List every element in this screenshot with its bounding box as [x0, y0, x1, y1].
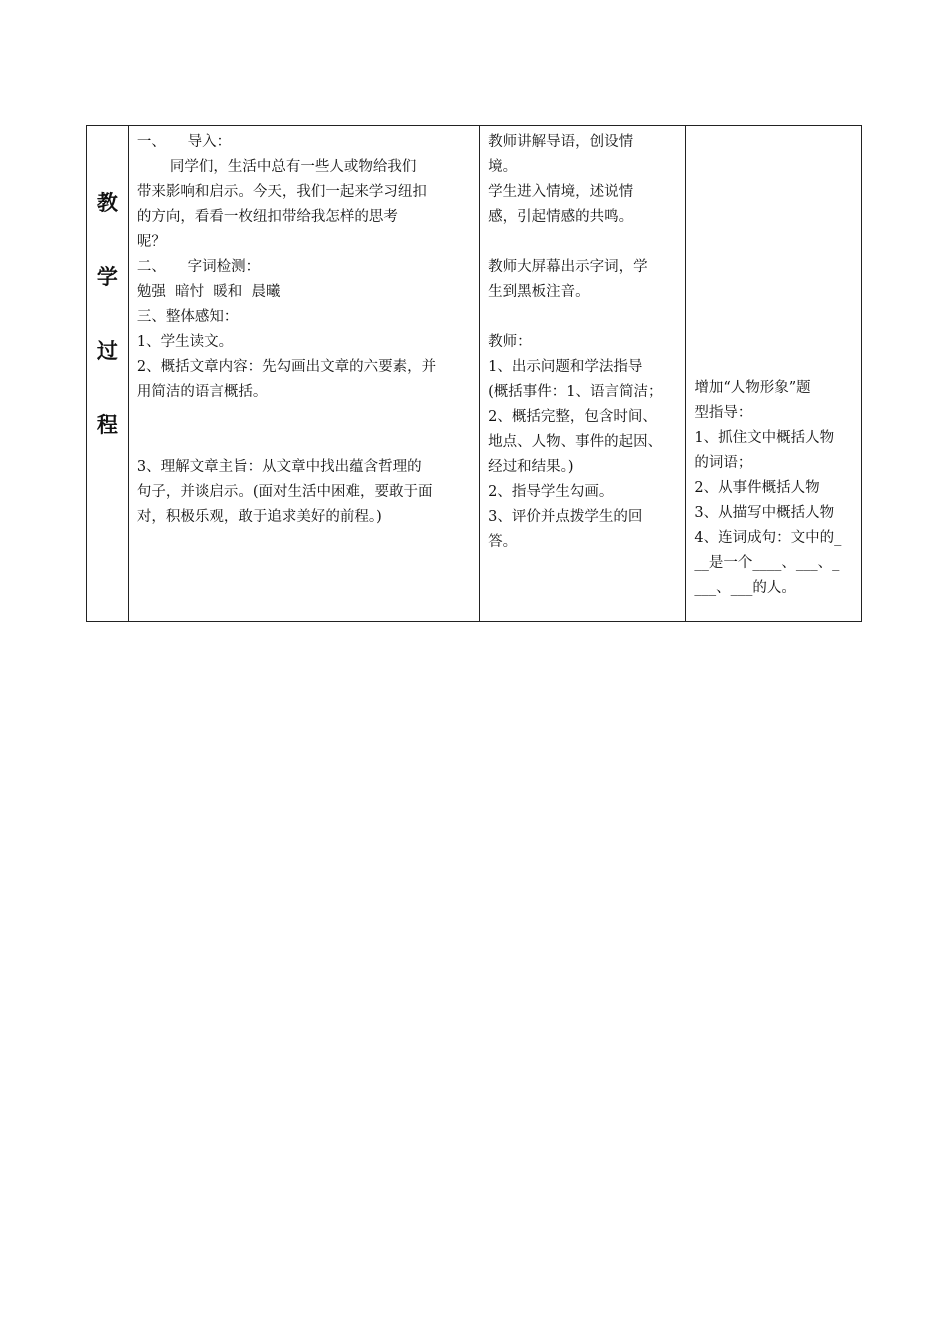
notes-line: 2、从事件概括人物: [694, 480, 820, 496]
teaching-process-label: [87, 166, 128, 462]
intro-text-line: 的方向，看看一枚纽扣带给我怎样的思考: [136, 209, 398, 225]
section-overview-heading: 三、整体感知：: [136, 309, 239, 325]
teaching-content-cell: [128, 126, 479, 622]
intro-text-line: 呢？: [136, 234, 166, 250]
activity-line: (概括事件：1、语言简洁；: [488, 384, 663, 400]
intro-text-line: 带来影响和启示。今天，我们一起来学习纽扣: [136, 184, 427, 200]
activity-line: 答。: [488, 534, 518, 550]
activity-line: 感，引起情感的共鸣。: [488, 209, 634, 225]
notes-line: 4、连词成句：文中的_: [694, 530, 842, 546]
notes-line: 3、从描写中概括人物: [694, 505, 835, 521]
activity-line: 教师：: [488, 334, 532, 350]
label-char: 过: [96, 339, 118, 363]
label-char: 学: [96, 265, 118, 289]
spacer: [488, 305, 677, 330]
activity-line: 2、概括完整，包含时间、: [488, 409, 657, 425]
activity-line: 学生进入情境，述说情: [488, 184, 634, 200]
notes-line: ___、___的人。: [694, 580, 796, 596]
notes-line: 的词语；: [694, 455, 753, 471]
activity-line: 教师讲解导语，创设情: [488, 134, 634, 150]
activity-line: 地点、人物、事件的起因、: [488, 434, 663, 450]
label-char: 教: [96, 191, 118, 215]
overview-item-3-line: 句子，并谈启示。(面对生活中困难，要敢于面: [136, 484, 433, 500]
section-vocab-heading: 二、 字词检测：: [136, 259, 261, 275]
spacer: [137, 405, 471, 455]
overview-item-1: 1、学生读文。: [136, 334, 234, 350]
side-label-cell: [87, 126, 129, 622]
notes-line: 1、抓住文中概括人物: [694, 430, 835, 446]
activity-line: 教师大屏幕出示字词，学: [488, 259, 648, 275]
notes-line: __是一个____、___、_: [694, 555, 840, 571]
overview-item-3-line: 对，积极乐观，敢于追求美好的前程。): [136, 509, 382, 525]
teaching-process-row: [87, 126, 862, 622]
activity-line: 经过和结果。): [488, 459, 574, 475]
notes-cell: [686, 126, 862, 622]
vocab-words: 勉强 暗忖 暖和 晨曦: [136, 284, 281, 300]
label-char: 程: [96, 413, 118, 437]
activity-line: 2、指导学生勾画。: [488, 484, 614, 500]
lesson-plan-table: [86, 125, 862, 622]
overview-item-2-line: 2、概括文章内容：先勾画出文章的六要素，并: [136, 359, 437, 375]
overview-item-2-line: 用简洁的语言概括。: [136, 384, 268, 400]
intro-text-line: 同学们，生活中总有一些人或物给我们: [169, 159, 417, 175]
activity-line: 1、出示问题和学法指导: [488, 359, 643, 375]
activity-line: 生到黑板注音。: [488, 284, 590, 300]
teacher-activity-cell: [480, 126, 686, 622]
overview-item-3-line: 3、理解文章主旨：从文章中找出蕴含哲理的: [136, 459, 422, 475]
section-intro-heading: 一、 导入：: [136, 134, 232, 150]
activity-line: 境。: [488, 159, 518, 175]
notes-line: 增加“人物形象”题: [694, 380, 811, 396]
notes-line: 型指导：: [694, 405, 753, 421]
spacer: [488, 230, 677, 255]
activity-line: 3、评价并点拨学生的回: [488, 509, 643, 525]
